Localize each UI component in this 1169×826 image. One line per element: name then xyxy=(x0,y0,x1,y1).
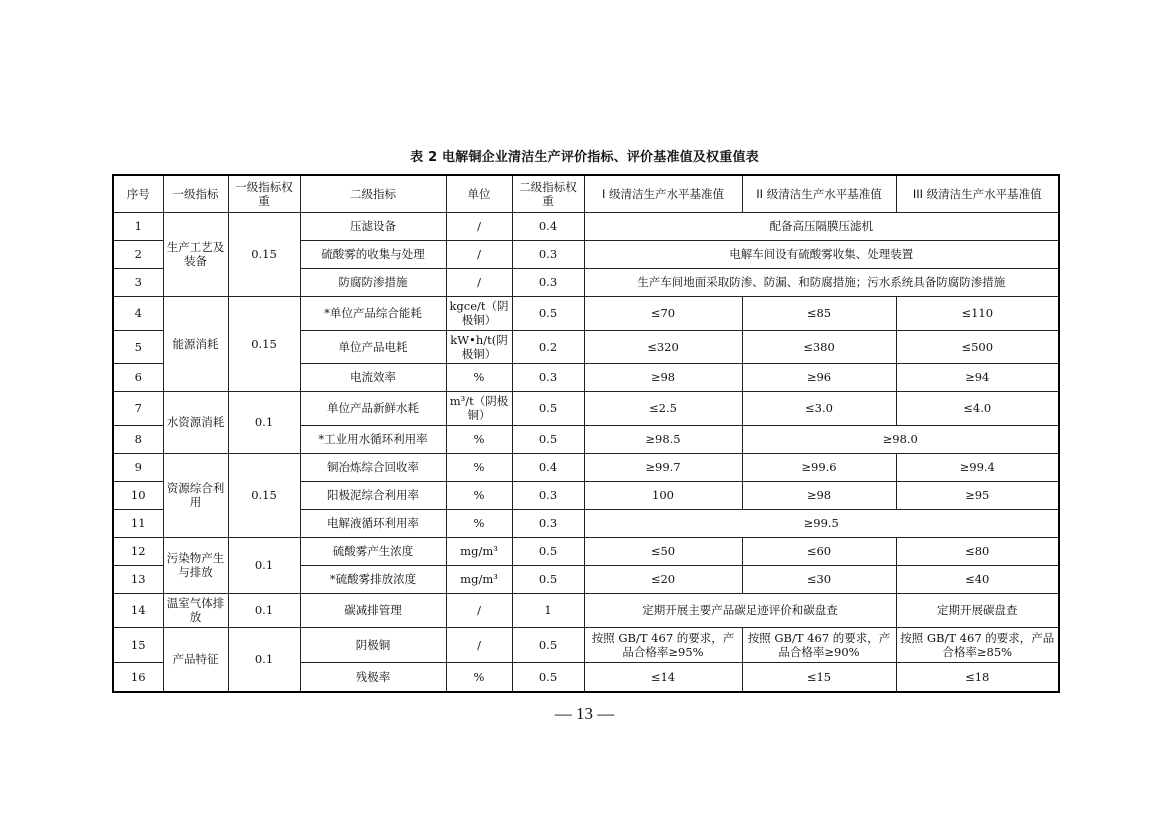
indicator-cell: *工业用水循环利用率 xyxy=(300,425,446,453)
header-row xyxy=(113,175,1059,212)
indicator-cell: 阴极铜 xyxy=(300,627,446,662)
header-grade2: II 级清洁生产水平基准值 xyxy=(742,175,896,212)
weight-cell: 0.4 xyxy=(512,453,584,481)
unit-cell: % xyxy=(446,453,512,481)
level1-cell: 资源综合利用 xyxy=(163,453,228,537)
grade3-cell: ≤40 xyxy=(896,565,1059,593)
grade2-cell: ≤30 xyxy=(742,565,896,593)
table-row xyxy=(113,391,1059,425)
grade1-cell: ≤70 xyxy=(584,296,742,330)
seq-cell: 12 xyxy=(113,537,163,565)
weight-cell: 0.3 xyxy=(512,509,584,537)
weight-cell: 0.5 xyxy=(512,296,584,330)
unit-cell: kgce/t（阴极铜） xyxy=(446,296,512,330)
page-number: — 13 — xyxy=(554,704,615,723)
evaluation-table xyxy=(112,174,1060,693)
grade3-cell: ≤4.0 xyxy=(896,391,1059,425)
table-row xyxy=(113,212,1059,240)
level1-weight-cell: 0.15 xyxy=(228,296,300,391)
baseline-merged-cell: 配备高压隔膜压滤机 xyxy=(584,212,1059,240)
indicator-cell: 压滤设备 xyxy=(300,212,446,240)
seq-cell: 1 xyxy=(113,212,163,240)
grade2-cell: ≤60 xyxy=(742,537,896,565)
indicator-cell: 防腐防渗措施 xyxy=(300,268,446,296)
weight-cell: 0.5 xyxy=(512,662,584,692)
level1-weight-cell: 0.1 xyxy=(228,593,300,627)
grade3-cell: ≤18 xyxy=(896,662,1059,692)
grade2-cell: 按照 GB/T 467 的要求，产品合格率≥90% xyxy=(742,627,896,662)
weight-cell: 0.5 xyxy=(512,627,584,662)
grade1-cell: 100 xyxy=(584,481,742,509)
level1-cell: 生产工艺及装备 xyxy=(163,212,228,296)
header-level1-weight: 一级指标权重 xyxy=(228,175,300,212)
seq-cell: 15 xyxy=(113,627,163,662)
level1-weight-cell: 0.1 xyxy=(228,391,300,453)
grade1-cell: ≥98 xyxy=(584,363,742,391)
header-level2: 二级指标 xyxy=(300,175,446,212)
seq-cell: 10 xyxy=(113,481,163,509)
indicator-cell: 铜冶炼综合回收率 xyxy=(300,453,446,481)
table-row xyxy=(113,453,1059,481)
level1-cell: 能源消耗 xyxy=(163,296,228,391)
grade1-cell: ≤320 xyxy=(584,330,742,363)
header-level1: 一级指标 xyxy=(163,175,228,212)
seq-cell: 16 xyxy=(113,662,163,692)
indicator-cell: 硫酸雾产生浓度 xyxy=(300,537,446,565)
seq-cell: 7 xyxy=(113,391,163,425)
seq-cell: 4 xyxy=(113,296,163,330)
seq-cell: 13 xyxy=(113,565,163,593)
unit-cell: % xyxy=(446,662,512,692)
weight-cell: 0.5 xyxy=(512,391,584,425)
table-row xyxy=(113,296,1059,330)
grade23-merged-cell: ≥98.0 xyxy=(742,425,1059,453)
grade3-cell: ≥94 xyxy=(896,363,1059,391)
unit-cell: m³/t（阴极铜） xyxy=(446,391,512,425)
unit-cell: kW•h/t(阴极铜） xyxy=(446,330,512,363)
seq-cell: 2 xyxy=(113,240,163,268)
indicator-cell: 阳极泥综合利用率 xyxy=(300,481,446,509)
baseline-merged-cell: 电解车间设有硫酸雾收集、处理装置 xyxy=(584,240,1059,268)
level1-weight-cell: 0.1 xyxy=(228,627,300,692)
grade2-cell: ≥96 xyxy=(742,363,896,391)
unit-cell: % xyxy=(446,481,512,509)
level1-weight-cell: 0.15 xyxy=(228,453,300,537)
weight-cell: 0.4 xyxy=(512,212,584,240)
weight-cell: 0.2 xyxy=(512,330,584,363)
grade2-cell: ≤380 xyxy=(742,330,896,363)
grade1-cell: ≤14 xyxy=(584,662,742,692)
weight-cell: 0.3 xyxy=(512,363,584,391)
grade2-cell: ≤15 xyxy=(742,662,896,692)
seq-cell: 3 xyxy=(113,268,163,296)
grade2-cell: ≥99.6 xyxy=(742,453,896,481)
level1-cell: 产品特征 xyxy=(163,627,228,692)
unit-cell: / xyxy=(446,212,512,240)
weight-cell: 0.5 xyxy=(512,565,584,593)
grade3-cell: ≥95 xyxy=(896,481,1059,509)
grade12-merged-cell: 定期开展主要产品碳足迹评价和碳盘查 xyxy=(584,593,896,627)
header-grade3: III 级清洁生产水平基准值 xyxy=(896,175,1059,212)
weight-cell: 0.5 xyxy=(512,537,584,565)
indicator-cell: 残极率 xyxy=(300,662,446,692)
unit-cell: % xyxy=(446,363,512,391)
grade1-cell: ≤20 xyxy=(584,565,742,593)
indicator-cell: 电解液循环利用率 xyxy=(300,509,446,537)
seq-cell: 6 xyxy=(113,363,163,391)
unit-cell: mg/m³ xyxy=(446,565,512,593)
indicator-cell: 碳减排管理 xyxy=(300,593,446,627)
grade3-cell: 定期开展碳盘查 xyxy=(896,593,1059,627)
weight-cell: 0.3 xyxy=(512,240,584,268)
level1-weight-cell: 0.1 xyxy=(228,537,300,593)
unit-cell: mg/m³ xyxy=(446,537,512,565)
level1-weight-cell: 0.15 xyxy=(228,212,300,296)
indicator-cell: *硫酸雾排放浓度 xyxy=(300,565,446,593)
grade1-cell: ≤2.5 xyxy=(584,391,742,425)
level1-cell: 水资源消耗 xyxy=(163,391,228,453)
unit-cell: / xyxy=(446,268,512,296)
weight-cell: 0.3 xyxy=(512,481,584,509)
grade3-cell: ≥99.4 xyxy=(896,453,1059,481)
grade3-cell: 按照 GB/T 467 的要求，产品合格率≥85% xyxy=(896,627,1059,662)
grade1-cell: ≤50 xyxy=(584,537,742,565)
level1-cell: 污染物产生与排放 xyxy=(163,537,228,593)
header-unit: 单位 xyxy=(446,175,512,212)
table-caption: 表 2 电解铜企业清洁生产评价指标、评价基准值及权重值表 xyxy=(410,150,759,165)
weight-cell: 1 xyxy=(512,593,584,627)
baseline-merged-cell: 生产车间地面采取防渗、防漏、和防腐措施；污水系统具备防腐防渗措施 xyxy=(584,268,1059,296)
indicator-cell: 单位产品新鲜水耗 xyxy=(300,391,446,425)
grade2-cell: ≤85 xyxy=(742,296,896,330)
indicator-cell: 电流效率 xyxy=(300,363,446,391)
unit-cell: / xyxy=(446,240,512,268)
unit-cell: % xyxy=(446,425,512,453)
grade1-cell: 按照 GB/T 467 的要求，产品合格率≥95% xyxy=(584,627,742,662)
table-row xyxy=(113,593,1059,627)
seq-cell: 11 xyxy=(113,509,163,537)
header-level2-weight: 二级指标权重 xyxy=(512,175,584,212)
header-grade1: I 级清洁生产水平基准值 xyxy=(584,175,742,212)
table-row xyxy=(113,627,1059,662)
weight-cell: 0.3 xyxy=(512,268,584,296)
indicator-cell: 单位产品电耗 xyxy=(300,330,446,363)
unit-cell: % xyxy=(446,509,512,537)
header-seq: 序号 xyxy=(113,175,163,212)
indicator-cell: 硫酸雾的收集与处理 xyxy=(300,240,446,268)
seq-cell: 14 xyxy=(113,593,163,627)
grade1-cell: ≥99.7 xyxy=(584,453,742,481)
grade2-cell: ≤3.0 xyxy=(742,391,896,425)
weight-cell: 0.5 xyxy=(512,425,584,453)
grade3-cell: ≤500 xyxy=(896,330,1059,363)
table-row xyxy=(113,537,1059,565)
baseline-merged-cell: ≥99.5 xyxy=(584,509,1059,537)
level1-cell: 温室气体排放 xyxy=(163,593,228,627)
grade1-cell: ≥98.5 xyxy=(584,425,742,453)
seq-cell: 8 xyxy=(113,425,163,453)
grade3-cell: ≤110 xyxy=(896,296,1059,330)
grade3-cell: ≤80 xyxy=(896,537,1059,565)
seq-cell: 5 xyxy=(113,330,163,363)
seq-cell: 9 xyxy=(113,453,163,481)
grade2-cell: ≥98 xyxy=(742,481,896,509)
indicator-cell: *单位产品综合能耗 xyxy=(300,296,446,330)
unit-cell: / xyxy=(446,593,512,627)
unit-cell: / xyxy=(446,627,512,662)
